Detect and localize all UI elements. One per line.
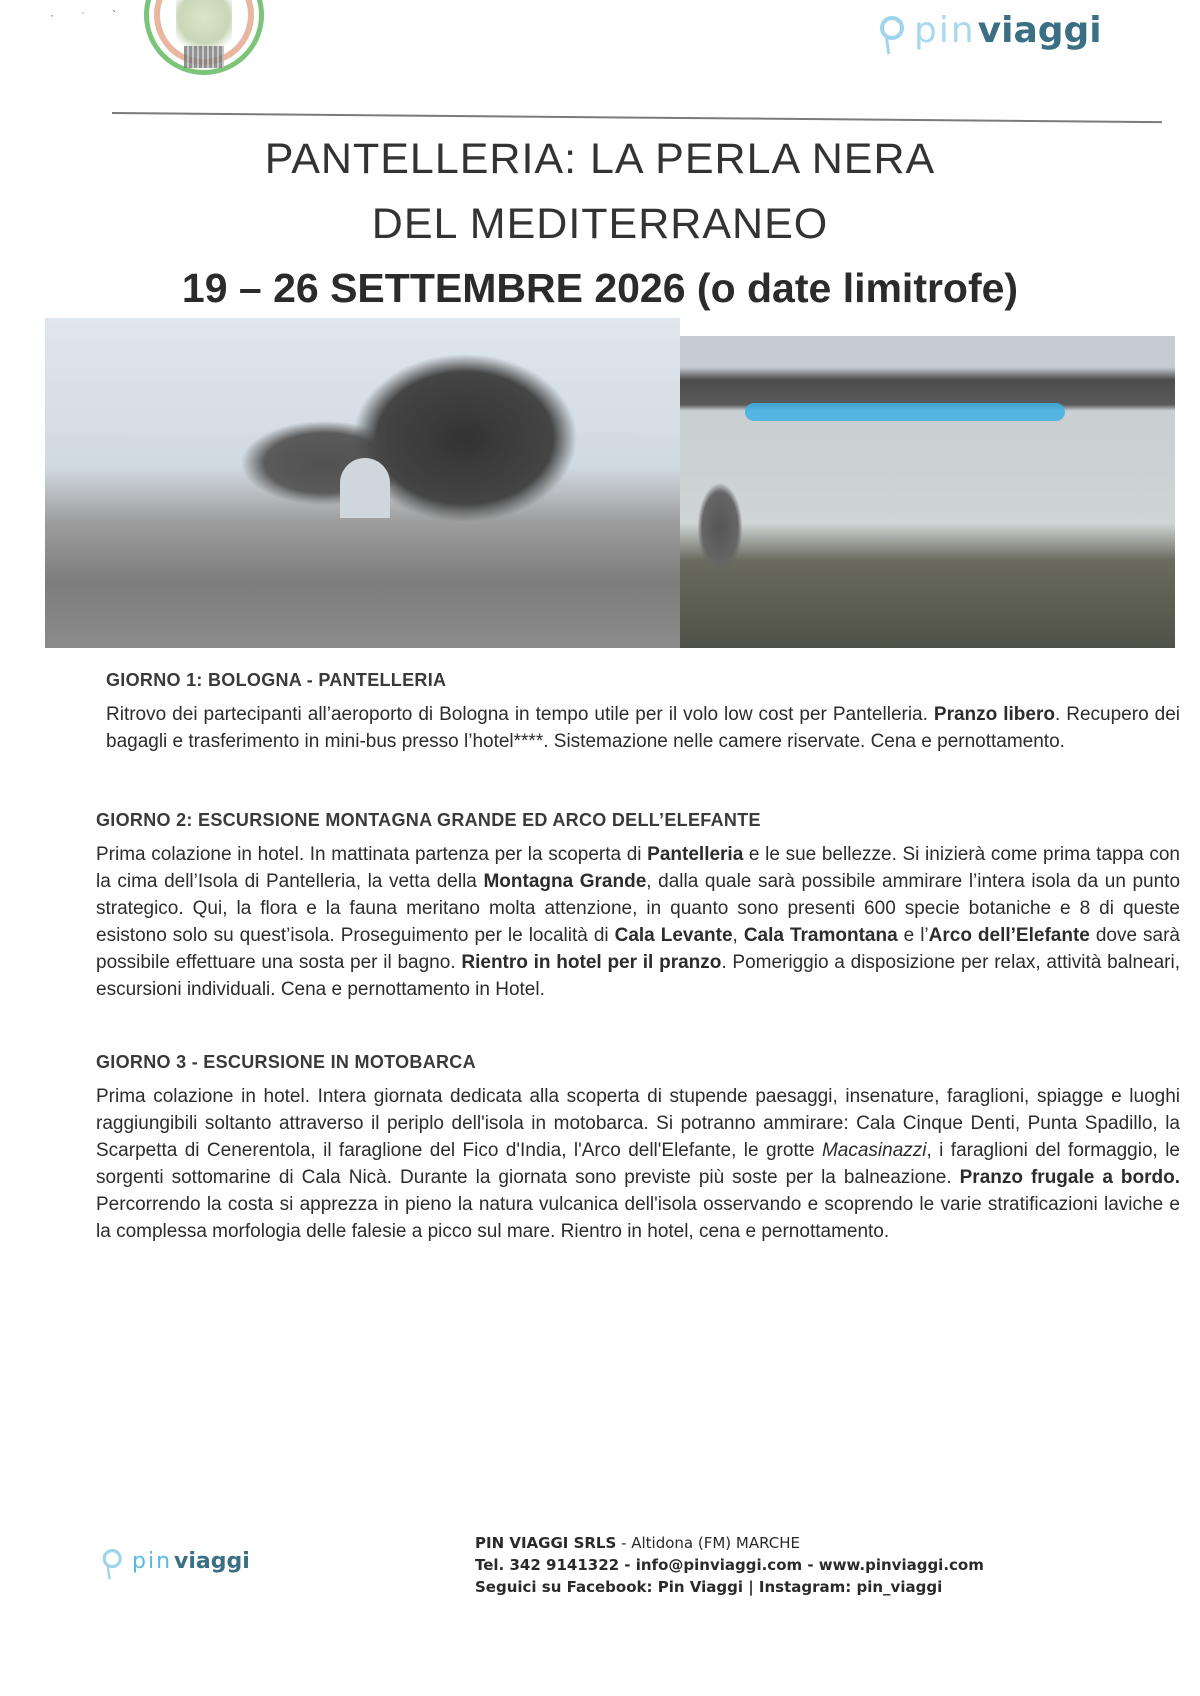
body-text: Prima colazione in hotel. In mattinata partenza per la scoperta di <box>96 844 648 865</box>
circular-tree-emblem-icon <box>140 0 270 85</box>
highlighted-text: Rientro in hotel per il pranzo <box>461 952 722 973</box>
body-text: e le sue bellezze. Si inizierà come prima tappa con la cima dell’Isola di Pantelleria, la vetta della <box>96 844 1180 892</box>
body-text: . Recupero dei bagagli e trasferimento in mini-bus presso l’hotel****. Sistemazione nelle camere riservate. Cena e pernottamento. <box>106 704 1180 752</box>
hero-photo-collage <box>45 318 1175 648</box>
body-text: dove sarà possibile effettuare una sosta per il bagno. <box>96 925 1180 973</box>
body-text: , dalla quale sarà possibile ammirare l’intera isola da un punto strategico. Qui, la flora e la fauna meritano molta attenzione, in quanto sono presenti 600 specie botaniche e 8 di queste esistono solo su quest’isola. Proseguimento per le località di <box>96 871 1181 946</box>
logo-text-viaggi: viaggi <box>977 10 1102 51</box>
day-2-section <box>96 810 1180 1011</box>
trip-dates: 19 – 26 SETTEMBRE 2026 (o date limitrofe) <box>181 265 1019 311</box>
body-text: , i faraglioni del formaggio, le sorgenti sottomarine di Cala Nicà. Durante la giornata sono previste più soste per la balneazione. <box>96 1140 1180 1188</box>
lagoon-water <box>745 403 1065 421</box>
pinviaggi-logo-top <box>880 10 1102 51</box>
body-text: Prima colazione in hotel. Intera giornata dedicata alla scoperta di stupende paesaggi, insenature, faraglioni, spiagge e luoghi raggiungibili soltanto attraverso il periplo dell'isola in motobarca. Si potranno ammirare: Cala Cinque Denti, Punta Spadillo, la Scarpetta di Cenerentola, il faraglione del Fico d'India, l'Arco dell'Elefante, le grotte <box>96 1086 1180 1161</box>
body-text: e l’ <box>897 925 929 946</box>
scan-artifacts: · ˑ ` , <box>50 8 159 22</box>
logo-text-pin: pin <box>914 10 976 51</box>
company-footer <box>475 1532 984 1598</box>
body-text: , <box>732 925 744 946</box>
body-text: Percorrendo la costa si apprezza in pieno la natura vulcanica dell'isola osservando e scoprendo le varie stratificazioni laviche e la complessa morfologia delle falesie a picco sul mare. Rientro in hotel, cena e pernottamento. <box>96 1194 1180 1242</box>
header-divider <box>112 112 1162 123</box>
rock-arch <box>340 458 390 518</box>
emblem-trunk <box>184 46 224 68</box>
highlighted-text: Pranzo frugale a bordo. <box>959 1167 1180 1188</box>
highlighted-text: Cala Tramontana <box>743 925 898 946</box>
day-3-section <box>96 1052 1180 1253</box>
logo-text-pin: pin <box>132 1548 173 1574</box>
day-2-description <box>96 841 1180 1003</box>
footer-company-line <box>475 1532 984 1554</box>
page-title-line-1: PANTELLERIA: LA PERLA NERA <box>264 135 936 183</box>
footer-social: Seguici su Facebook: Pin Viaggi | Instagram: pin_viaggi <box>475 1578 943 1596</box>
footer-contacts: Tel. 342 9141322 - info@pinviaggi.com - www.pinviaggi.com <box>475 1556 984 1574</box>
logo-text-viaggi: viaggi <box>174 1548 250 1574</box>
day-1-title: GIORNO 1: BOLOGNA - PANTELLERIA <box>106 670 447 690</box>
footer-company-name: PIN VIAGGI SRLS <box>475 1534 617 1552</box>
page-title-line-2: DEL MEDITERRANEO <box>371 200 829 248</box>
pinviaggi-logo-footer <box>100 1546 250 1576</box>
highlighted-text: Pantelleria <box>647 844 744 865</box>
footer-location: - Altidona (FM) MARCHE <box>616 1534 801 1552</box>
day-1-description <box>106 701 1180 755</box>
highlighted-text: Montagna Grande <box>483 871 647 892</box>
day-3-description <box>96 1083 1180 1245</box>
body-text: . Pomeriggio a disposizione per relax, attività balneari, escursioni individuali. Cena e pernottamento in Hotel. <box>96 952 1180 1000</box>
map-pin-icon <box>880 16 906 46</box>
highlighted-text: Arco dell’Elefante <box>928 925 1090 946</box>
body-text: Ritrovo dei partecipanti all’aeroporto di Bologna in tempo utile per il volo low cost per Pantelleria. <box>106 704 934 725</box>
day-1-section <box>106 670 1180 763</box>
italic-text: Macasinazzi <box>821 1140 927 1161</box>
highlighted-text: Pranzo libero <box>933 704 1055 725</box>
highlighted-text: Cala Levante <box>614 925 733 946</box>
day-2-title: GIORNO 2: ESCURSIONE MONTAGNA GRANDE ED ARCO DELL’ELEFANTE <box>96 810 761 830</box>
map-pin-icon <box>103 1549 124 1573</box>
cactus-plant <box>685 438 755 648</box>
day-3-title: GIORNO 3 - ESCURSIONE IN MOTOBARCA <box>96 1052 476 1072</box>
